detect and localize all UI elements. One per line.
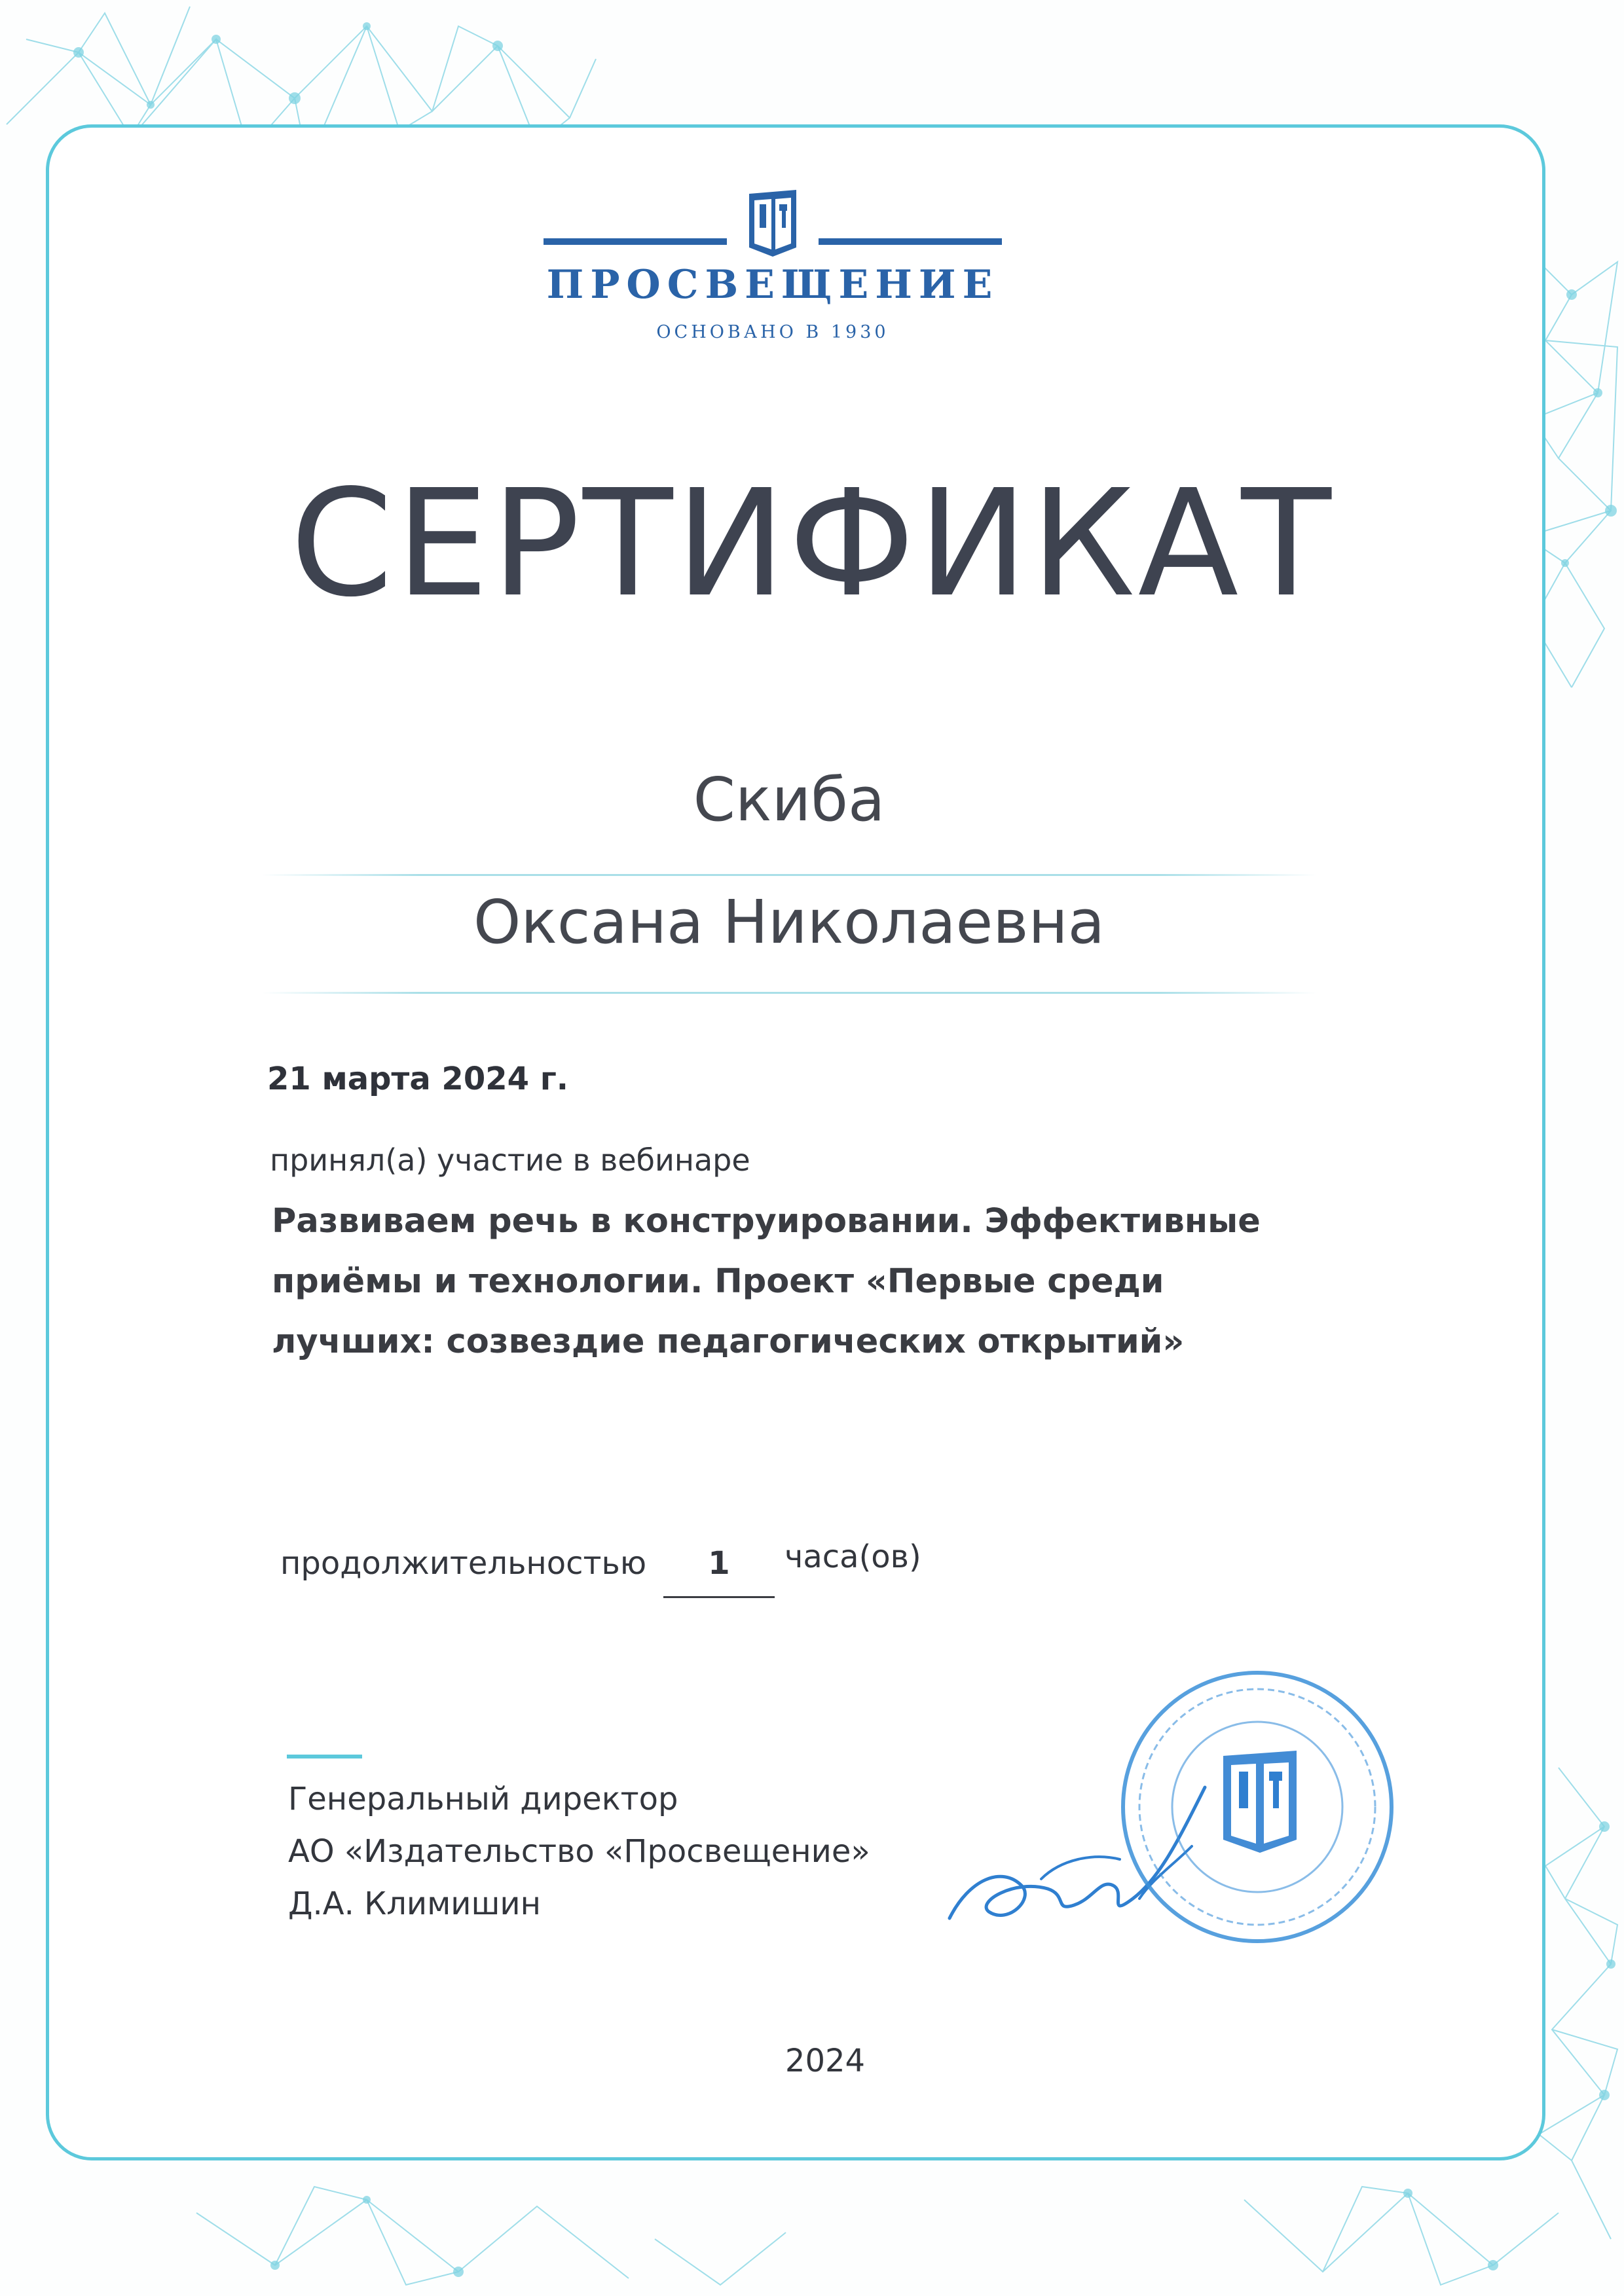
signatory-name: Д.А. Климишин <box>288 1886 541 1922</box>
webinar-title <box>272 1192 1320 1372</box>
signatory-position: Генеральный директор <box>288 1781 678 1817</box>
signatory-accent-line <box>287 1755 362 1758</box>
webinar-title-line: приёмы и технологии. Проект «Первые среди <box>272 1262 1164 1301</box>
certificate-title: СЕРТИФИКАТ <box>290 458 1334 630</box>
publisher-emblem-icon <box>745 187 800 259</box>
recipient-surname: Скиба <box>693 765 885 835</box>
event-date: 21 марта 2024 г. <box>267 1061 569 1097</box>
logo-wordmark: ПРОСВЕЩЕНИЕ <box>546 262 999 308</box>
duration-unit: часа(ов) <box>784 1539 921 1575</box>
logo-line-right <box>819 238 1002 245</box>
given-names-underline <box>262 992 1316 994</box>
webinar-title-line: Развиваем речь в конструировании. Эффективные <box>272 1202 1261 1241</box>
logo-line-left <box>544 238 727 245</box>
official-stamp <box>1113 1663 1401 1951</box>
participation-statement: принял(а) участие в вебинаре <box>270 1142 750 1178</box>
signatory-organization: АО «Издательство «Просвещение» <box>288 1833 870 1870</box>
recipient-given-names: Оксана Николаевна <box>473 887 1105 957</box>
duration-value: 1 <box>708 1545 730 1582</box>
surname-underline <box>262 874 1316 876</box>
duration-underline <box>663 1596 775 1598</box>
duration-label: продолжительностью <box>280 1545 647 1582</box>
webinar-title-line: лучших: созвездие педагогических открытий» <box>272 1322 1185 1361</box>
footer-year: 2024 <box>784 2043 866 2079</box>
publisher-logo <box>537 183 1008 354</box>
logo-founded-line: ОСНОВАНО В 1930 <box>656 322 889 342</box>
